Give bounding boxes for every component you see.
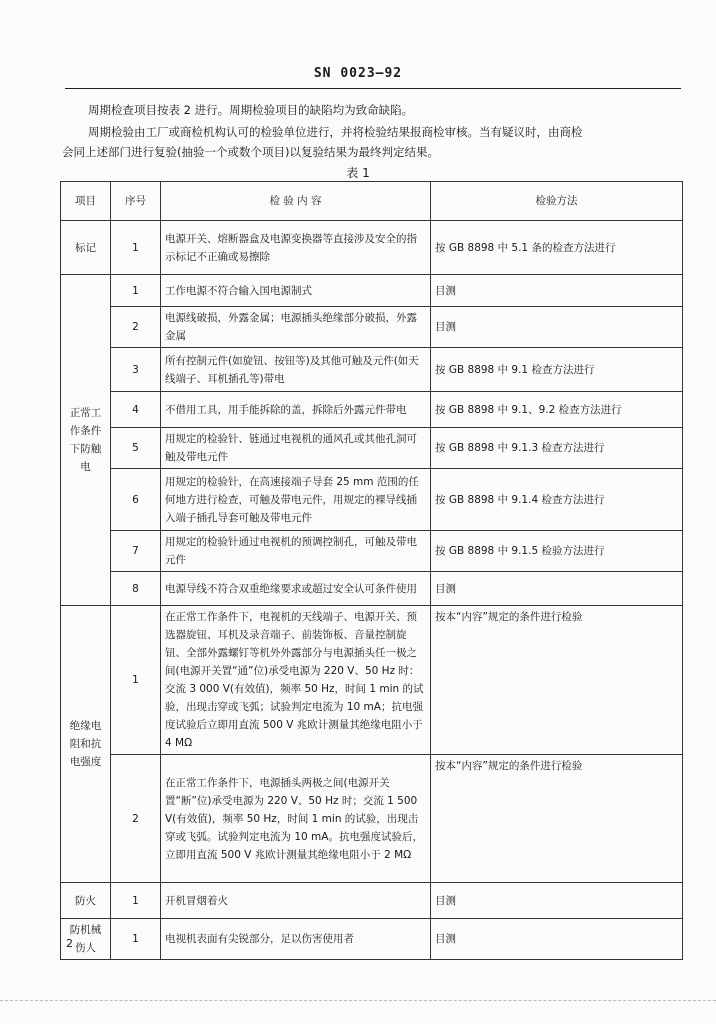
scan-edge-line <box>0 1000 716 1001</box>
no-cell: 1 <box>111 606 161 755</box>
table-header-row <box>61 182 683 221</box>
no-cell: 1 <box>111 919 161 960</box>
content-cell: 电源导线不符合双重绝缘要求或超过安全认可条件使用 <box>161 572 431 606</box>
item-cell: 防机械伤人 <box>61 919 111 960</box>
method-cell: 按 GB 8898 中 9.1、9.2 检查方法进行 <box>431 392 683 428</box>
method-cell: 目测 <box>431 275 683 307</box>
content-cell: 电源开关、熔断器盒及电源变换器等直接涉及安全的指示标记不正确或易擦除 <box>161 221 431 275</box>
no-cell: 1 <box>111 883 161 919</box>
no-cell: 2 <box>111 755 161 883</box>
table-row <box>61 919 683 960</box>
table-row <box>61 606 683 755</box>
table-caption: 表 1 <box>346 166 370 180</box>
method-cell: 目测 <box>431 572 683 606</box>
table-row <box>61 469 683 531</box>
table-row <box>61 428 683 469</box>
content-cell: 在正常工作条件下，电源插头两极之间(电源开关置“断”位)承受电源为 220 V、50 Hz 时；交流 1 500 V(有效值)，频率 50 Hz，时间 1 min 的试验，出现击穿或飞弧。试验判定电流为 10 mA。抗电强度试验后，立即用直流 500 V 兆欧计测量其绝缘电阻小于 2 MΩ <box>161 755 431 883</box>
content-cell: 电源线破损，外露金属；电源插头绝缘部分破损，外露金属 <box>161 307 431 348</box>
page-number: 2 <box>66 937 73 950</box>
no-cell: 6 <box>111 469 161 531</box>
method-cell: 按 GB 8898 中 9.1.4 检查方法进行 <box>431 469 683 531</box>
no-cell: 2 <box>111 307 161 348</box>
method-cell: 按 GB 8898 中 9.1.3 检查方法进行 <box>431 428 683 469</box>
method-cell: 目测 <box>431 307 683 348</box>
table-row <box>61 221 683 275</box>
content-cell: 用规定的检验针，在高速接端子导套 25 mm 范围的任何地方进行检查，可触及带电元件，用规定的裸导线插入端子插孔导套可触及带电元件 <box>161 469 431 531</box>
content-cell: 工作电源不符合输入国电源制式 <box>161 275 431 307</box>
header-item: 项目 <box>61 182 111 221</box>
header-rule <box>65 88 681 89</box>
no-cell: 8 <box>111 572 161 606</box>
table-row <box>61 572 683 606</box>
content-cell: 在正常工作条件下，电视机的天线端子、电源开关、预选器旋钮、耳机及录音端子、前装饰板、音量控制旋钮、全部外露螺钉等机外外露部分与电源插头任一极之间(电源开关置“通”位)承受电源为 220 V、50 Hz 时：交流 3 000 V(有效值)，频率 50 Hz，时间 1 min 的试验，出现击穿或飞弧；试验判定电流为 10 mA；抗电强度试验后立即用直流 500 V 兆欧计测量其绝缘电阻小于 4 MΩ <box>161 606 431 755</box>
method-cell: 按本“内容”规定的条件进行检验 <box>431 755 683 883</box>
no-cell: 4 <box>111 392 161 428</box>
no-cell: 7 <box>111 531 161 572</box>
no-cell: 1 <box>111 275 161 307</box>
no-cell: 5 <box>111 428 161 469</box>
content-cell: 用规定的检验针通过电视机的预调控制孔，可触及带电元件 <box>161 531 431 572</box>
table-row <box>61 531 683 572</box>
method-cell: 按 GB 8898 中 5.1 条的检查方法进行 <box>431 221 683 275</box>
content-cell: 开机冒烟着火 <box>161 883 431 919</box>
header-no: 序号 <box>111 182 161 221</box>
method-cell: 按 GB 8898 中 9.1 检查方法进行 <box>431 348 683 392</box>
paragraph-1: 周期检查项目按表 2 进行。周期检验项目的缺陷均为致命缺陷。 <box>88 103 414 117</box>
content-cell: 电视机表面有尖锐部分，足以伤害使用者 <box>161 919 431 960</box>
header-content: 检 验 内 容 <box>161 182 431 221</box>
content-cell: 用规定的检验针、链通过电视机的通风孔或其他孔洞可触及带电元件 <box>161 428 431 469</box>
method-cell: 目测 <box>431 919 683 960</box>
table-row <box>61 275 683 307</box>
document-header: SN 0023—92 <box>313 66 403 81</box>
table-row <box>61 307 683 348</box>
item-cell: 绝缘电阻和抗电强度 <box>61 606 111 883</box>
table-row <box>61 348 683 392</box>
inspection-table <box>60 181 683 960</box>
item-cell: 正常工作条件下防触电 <box>61 275 111 606</box>
table-row <box>61 755 683 883</box>
table-row <box>61 392 683 428</box>
content-cell: 不借用工具，用手能拆除的盖，拆除后外露元件带电 <box>161 392 431 428</box>
paragraph-2-line-1: 周期检验由工厂或商检机构认可的检验单位进行，并将检验结果报商检审核。当有疑议时，由商检 <box>88 125 583 139</box>
header-method: 检验方法 <box>431 182 683 221</box>
item-cell: 防火 <box>61 883 111 919</box>
no-cell: 1 <box>111 221 161 275</box>
item-cell: 标记 <box>61 221 111 275</box>
method-cell: 目测 <box>431 883 683 919</box>
table-row <box>61 883 683 919</box>
method-cell: 按 GB 8898 中 9.1.5 检验方法进行 <box>431 531 683 572</box>
paragraph-2-line-2: 会同上述部门进行复验(抽验一个或数个项目)以复验结果为最终判定结果。 <box>62 145 439 159</box>
method-cell: 按本“内容”规定的条件进行检验 <box>431 606 683 755</box>
content-cell: 所有控制元件(如旋钮、按钮等)及其他可触及元件(如天线端子、耳机插孔等)带电 <box>161 348 431 392</box>
no-cell: 3 <box>111 348 161 392</box>
